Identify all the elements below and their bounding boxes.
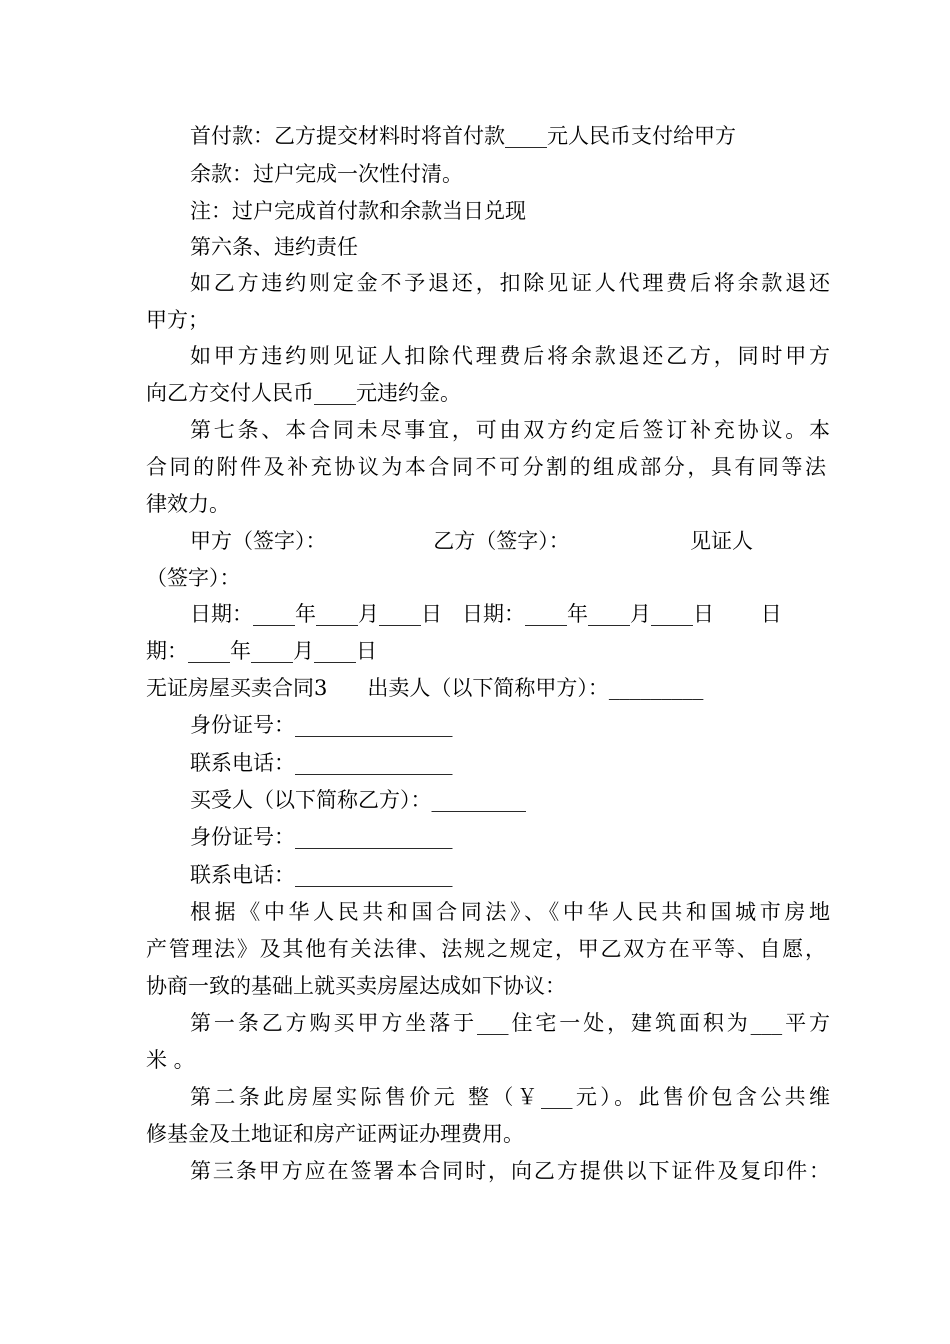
buyer-line: 买受人（以下简称乙方）：_________ xyxy=(190,788,526,812)
breach-party-a-line-1: 如甲方违约则见证人扣除代理费后将余款退还乙方，同时甲方 xyxy=(190,344,830,368)
seller-id-line: 身份证号：_______________ xyxy=(190,713,453,737)
article-one-line-2: 米 。 xyxy=(146,1048,195,1072)
article-two-line-2: 修基金及土地证和房产证两证办理费用。 xyxy=(146,1122,524,1146)
article-seven-line-1: 第七条、本合同未尽事宜，可由双方约定后签订补充协议。本 xyxy=(190,418,830,442)
signature-line-2: （签字）： xyxy=(146,566,241,590)
basis-line-1: 根据《中华人民共和国合同法》、《中华人民共和国城市房地 xyxy=(190,900,830,924)
article-one-line-1: 第一条乙方购买甲方坐落于___住宅一处，建筑面积为___平方 xyxy=(190,1011,830,1035)
balance-line: 余款：过户完成一次性付清。 xyxy=(190,162,463,186)
article-three-line: 第三条甲方应在签署本合同时，向乙方提供以下证件及复印件： xyxy=(190,1159,830,1183)
note-line: 注：过户完成首付款和余款当日兑现 xyxy=(190,199,526,223)
seller-phone-line: 联系电话：_______________ xyxy=(190,751,453,775)
breach-party-b-line-2: 甲方； xyxy=(146,308,209,332)
basis-line-3: 协商一致的基础上就买卖房屋达成如下协议： xyxy=(146,974,566,998)
article-seven-line-2: 合同的附件及补充协议为本合同不可分割的组成部分，具有同等法 xyxy=(146,455,826,479)
article-six-heading: 第六条、违约责任 xyxy=(190,235,358,259)
signature-line-1: 甲方（签字）： 乙方（签字）： 见证人 xyxy=(190,529,753,553)
buyer-id-line: 身份证号：_______________ xyxy=(190,825,453,849)
down-payment-line: 首付款：乙方提交材料时将首付款____元人民币支付给甲方 xyxy=(190,124,736,148)
article-seven-line-3: 律效力。 xyxy=(146,492,230,516)
date-line-2: 期：____年____月____日 xyxy=(146,639,377,663)
basis-line-2: 产管理法》及其他有关法律、法规之规定，甲乙双方在平等、自愿， xyxy=(146,937,826,961)
contract-title-seller-line: 无证房屋买卖合同3 出卖人（以下简称甲方）：_________ xyxy=(146,676,704,700)
article-two-line-1: 第二条此房屋实际售价元 整（￥___元）。此售价包含公共维 xyxy=(190,1085,830,1109)
date-line-1: 日期：____年____月____日 日期：____年____月____日 日 xyxy=(190,602,782,626)
breach-party-b-line-1: 如乙方违约则定金不予退还，扣除见证人代理费后将余款退还 xyxy=(190,271,830,295)
breach-party-a-line-2: 向乙方交付人民币____元违约金。 xyxy=(146,381,461,405)
buyer-phone-line: 联系电话：_______________ xyxy=(190,863,453,887)
